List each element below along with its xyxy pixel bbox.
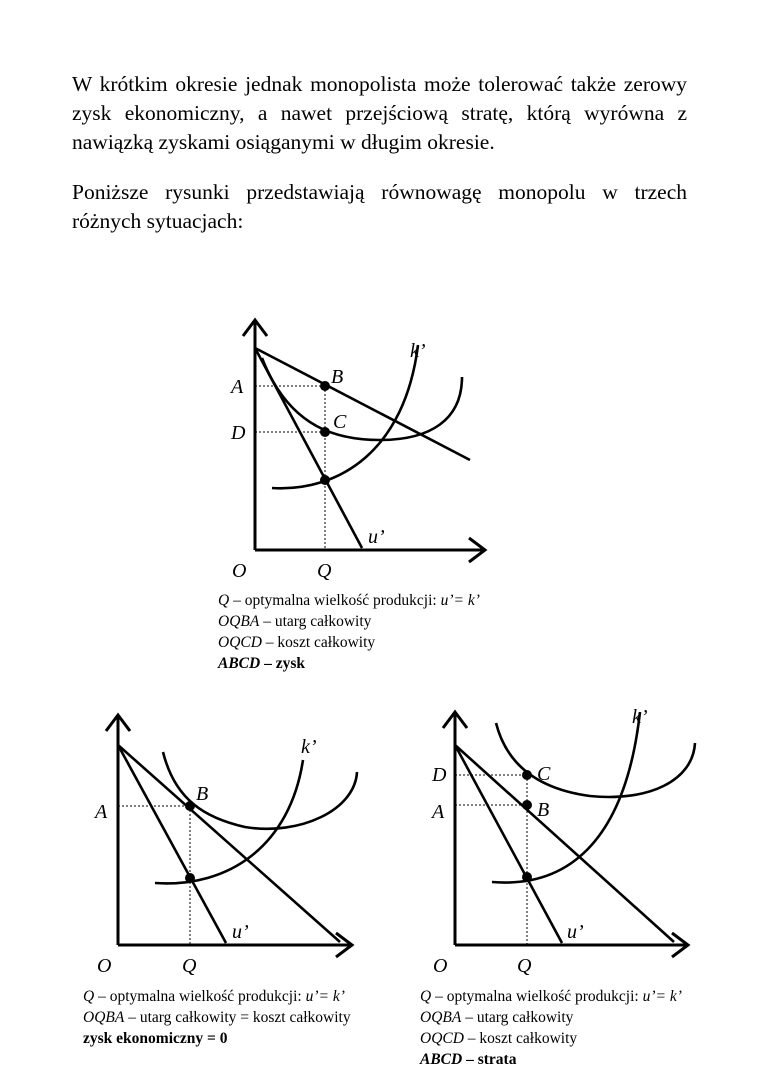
label-k: k’ [632,706,648,728]
caption-line: Q – optymalna wielkość produkcji: u’= k’ [420,988,682,1005]
caption-loss [420,986,682,1070]
label-b: B [537,799,550,821]
point-mr-mc [185,873,195,883]
point-c [522,770,532,780]
diagram-loss [430,706,695,977]
demand-curve [255,348,470,460]
label-c: C [537,763,551,785]
label-c: C [333,411,347,433]
label-q: Q [317,560,332,582]
point-b [320,381,330,391]
caption-line: OQCD – koszt całkowity [420,1030,578,1047]
paragraph-intro: W krótkim okresie jednak monopolista może tolerować także zerowy zysk ekonomiczny, a nawet przejściową stratę, którą wyrówna z nawiązką zyskami osiąganymi w długim okresie. [72,72,687,154]
label-k: k’ [301,736,317,758]
caption-zero-profit [83,986,351,1049]
point-b [185,801,195,811]
caption-line: OQBA – utarg całkowity [420,1009,574,1026]
point-b [522,800,532,810]
caption-profit [218,590,480,674]
diagram-profit [229,320,485,582]
point-mr-mc [522,872,532,882]
y-axis [243,320,267,550]
point-c [320,427,330,437]
paragraph-figures-intro: Poniższe rysunki przedstawiają równowagę monopolu w trzech różnych sytuacjach: [72,180,687,233]
caption-line: OQCD – koszt całkowity [218,634,376,651]
label-o: O [97,955,112,977]
label-d: D [432,764,447,786]
average-cost-curve [262,358,462,440]
caption-line: Q – optymalna wielkość produkcji: u’= k’ [83,988,345,1005]
label-k: k’ [410,340,426,362]
caption-line: ABCD – strata [420,1051,517,1068]
label-q: Q [182,955,197,977]
diagram-zero-profit [93,715,357,977]
caption-line: Q – optymalna wielkość produkcji: u’= k’ [218,592,480,609]
demand-curve [118,745,340,942]
label-q: Q [517,955,532,977]
caption-line: ABCD – zysk [218,655,306,672]
caption-line: zysk ekonomiczny = 0 [83,1030,228,1047]
average-cost-curve [163,752,357,829]
label-a: A [231,376,244,398]
label-u: u’ [567,921,584,943]
average-cost-curve [496,723,695,797]
caption-line: OQBA – utarg całkowity = koszt całkowity [83,1009,351,1026]
label-u: u’ [368,526,385,548]
label-b: B [196,783,209,805]
label-b: B [331,366,344,388]
caption-line: OQBA – utarg całkowity [218,613,372,630]
label-u: u’ [232,921,249,943]
label-d: D [231,422,246,444]
label-a: A [95,801,108,823]
point-mr-mc [320,475,330,485]
label-o: O [232,560,247,582]
label-o: O [433,955,448,977]
label-a: A [432,801,445,823]
y-axis [106,715,130,945]
